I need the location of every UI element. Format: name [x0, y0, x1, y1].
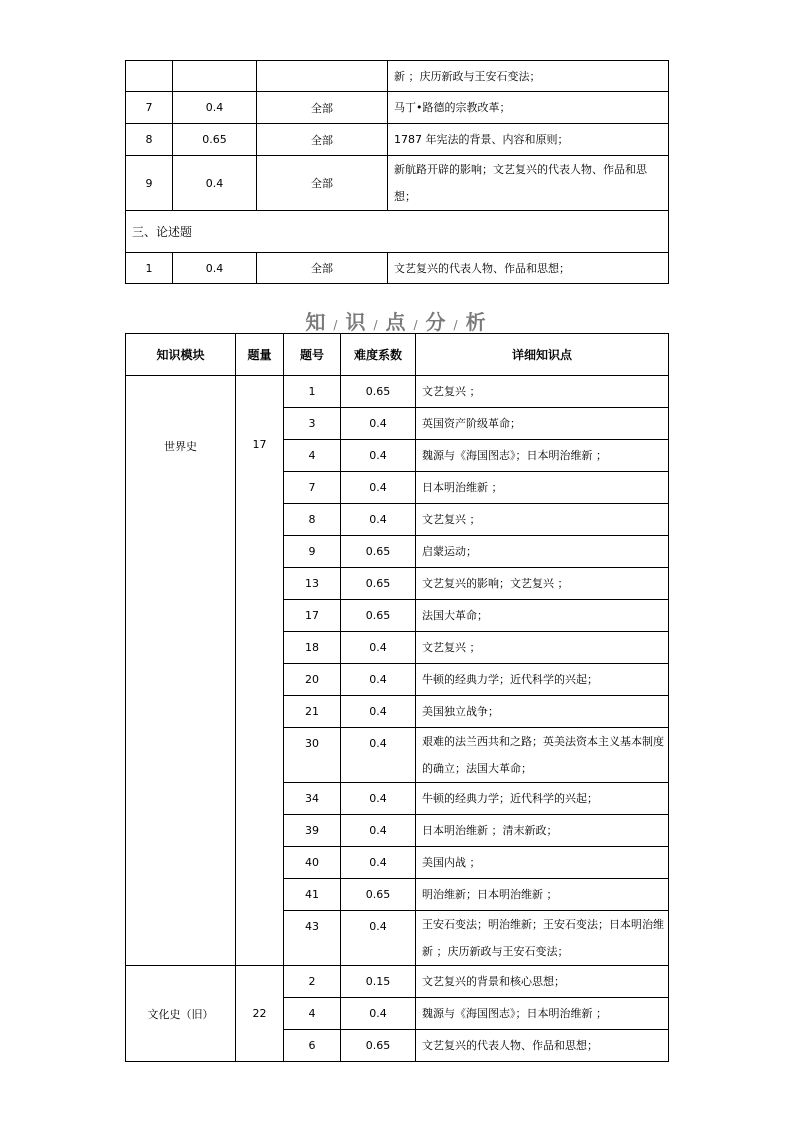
header-detail: 详细知识点 [416, 334, 669, 376]
difficulty-coefficient: 0.65 [173, 124, 257, 156]
title-separator: / [413, 318, 420, 332]
question-number: 1 [126, 253, 173, 284]
detail-points: 艰难的法兰西共和之路；英美法资本主义基本制度的确立；法国大革命； [416, 728, 669, 783]
difficulty-coefficient [173, 61, 257, 92]
question-number: 17 [284, 600, 341, 632]
detail-points: 文艺复兴 ； [416, 632, 669, 664]
detail-points: 日本明治维新 ；清末新政； [416, 815, 669, 847]
difficulty: 0.4 [341, 632, 416, 664]
scope: 全部 [257, 253, 388, 284]
detail-points: 文艺复兴 ； [416, 376, 669, 408]
difficulty: 0.4 [341, 440, 416, 472]
difficulty: 0.4 [341, 472, 416, 504]
difficulty-coefficient: 0.4 [173, 92, 257, 124]
scope: 全部 [257, 156, 388, 211]
question-number: 1 [284, 376, 341, 408]
question-number: 4 [284, 998, 341, 1030]
detail-points: 法国大革命； [416, 600, 669, 632]
title-char: 识 [345, 310, 368, 334]
difficulty: 0.4 [341, 728, 416, 783]
detail-points: 牛顿的经典力学；近代科学的兴起； [416, 664, 669, 696]
count-cell: 17 [236, 376, 284, 966]
question-number: 43 [284, 911, 341, 966]
difficulty-coefficient: 0.4 [173, 253, 257, 284]
difficulty-coefficient: 0.4 [173, 156, 257, 211]
question-number: 13 [284, 568, 341, 600]
title-char: 知 [305, 310, 328, 334]
table-row [126, 253, 669, 284]
difficulty: 0.15 [341, 966, 416, 998]
question-number: 3 [284, 408, 341, 440]
difficulty: 0.4 [341, 664, 416, 696]
table-row [126, 92, 669, 124]
question-number: 39 [284, 815, 341, 847]
detail-points: 启蒙运动； [416, 536, 669, 568]
question-number: 34 [284, 783, 341, 815]
title-char: 析 [465, 310, 488, 334]
question-number: 30 [284, 728, 341, 783]
detail-points: 文艺复兴的影响；文艺复兴 ； [416, 568, 669, 600]
detail-points: 明治维新；日本明治维新 ； [416, 879, 669, 911]
question-number: 7 [284, 472, 341, 504]
difficulty: 0.4 [341, 998, 416, 1030]
title-separator: / [373, 318, 380, 332]
section-label: 三、论述题 [126, 211, 669, 253]
title-separator: / [453, 318, 460, 332]
analysis-title [125, 306, 668, 335]
section-row [126, 211, 669, 253]
question-number: 41 [284, 879, 341, 911]
difficulty: 0.4 [341, 815, 416, 847]
table-row [126, 61, 669, 92]
difficulty: 0.65 [341, 879, 416, 911]
knowledge-points: 新航路开辟的影响；文艺复兴的代表人物、作品和思想； [388, 156, 669, 211]
detail-points: 文艺复兴 ； [416, 504, 669, 536]
question-number: 2 [284, 966, 341, 998]
detail-points: 美国内战 ； [416, 847, 669, 879]
question-number: 9 [126, 156, 173, 211]
difficulty: 0.4 [341, 504, 416, 536]
difficulty: 0.4 [341, 847, 416, 879]
difficulty: 0.4 [341, 783, 416, 815]
title-char: 分 [425, 310, 448, 334]
detail-points: 魏源与《海国图志》；日本明治维新 ； [416, 998, 669, 1030]
question-number: 6 [284, 1030, 341, 1062]
header-module: 知识模块 [126, 334, 236, 376]
detail-points: 文艺复兴的背景和核心思想； [416, 966, 669, 998]
question-number: 7 [126, 92, 173, 124]
knowledge-points: 马丁•路德的宗教改革； [388, 92, 669, 124]
module-cell: 世界史 [126, 376, 236, 966]
detail-points: 文艺复兴的代表人物、作品和思想； [416, 1030, 669, 1062]
difficulty: 0.65 [341, 600, 416, 632]
question-number: 8 [126, 124, 173, 156]
table-row [126, 376, 669, 408]
question-number: 18 [284, 632, 341, 664]
difficulty: 0.65 [341, 536, 416, 568]
difficulty: 0.4 [341, 408, 416, 440]
detail-points: 美国独立战争； [416, 696, 669, 728]
table-row [126, 156, 669, 211]
title-separator: / [333, 318, 340, 332]
difficulty: 0.65 [341, 376, 416, 408]
difficulty: 0.65 [341, 1030, 416, 1062]
knowledge-points: 1787 年宪法的背景、内容和原则； [388, 124, 669, 156]
difficulty: 0.4 [341, 696, 416, 728]
scope: 全部 [257, 92, 388, 124]
count-cell: 22 [236, 966, 284, 1062]
knowledge-points: 新 ；庆历新政与王安石变法； [388, 61, 669, 92]
title-char: 点 [385, 310, 408, 334]
scope [257, 61, 388, 92]
header-row [126, 334, 669, 376]
knowledge-points: 文艺复兴的代表人物、作品和思想； [388, 253, 669, 284]
question-number: 21 [284, 696, 341, 728]
header-number: 题号 [284, 334, 341, 376]
detail-points: 魏源与《海国图志》；日本明治维新 ； [416, 440, 669, 472]
module-cell: 文化史（旧） [126, 966, 236, 1062]
question-number: 4 [284, 440, 341, 472]
table-row [126, 966, 669, 998]
detail-points: 牛顿的经典力学；近代科学的兴起； [416, 783, 669, 815]
question-number: 40 [284, 847, 341, 879]
question-number: 20 [284, 664, 341, 696]
header-count: 题量 [236, 334, 284, 376]
table-row [126, 124, 669, 156]
detail-points: 英国资产阶级革命； [416, 408, 669, 440]
question-number: 9 [284, 536, 341, 568]
header-difficulty: 难度系数 [341, 334, 416, 376]
scope: 全部 [257, 124, 388, 156]
knowledge-analysis-table [125, 333, 669, 1062]
difficulty: 0.65 [341, 568, 416, 600]
question-number: 8 [284, 504, 341, 536]
detail-points: 日本明治维新 ； [416, 472, 669, 504]
question-number [126, 61, 173, 92]
difficulty: 0.4 [341, 911, 416, 966]
question-table [125, 60, 669, 284]
detail-points: 王安石变法；明治维新；王安石变法；日本明治维新 ；庆历新政与王安石变法； [416, 911, 669, 966]
